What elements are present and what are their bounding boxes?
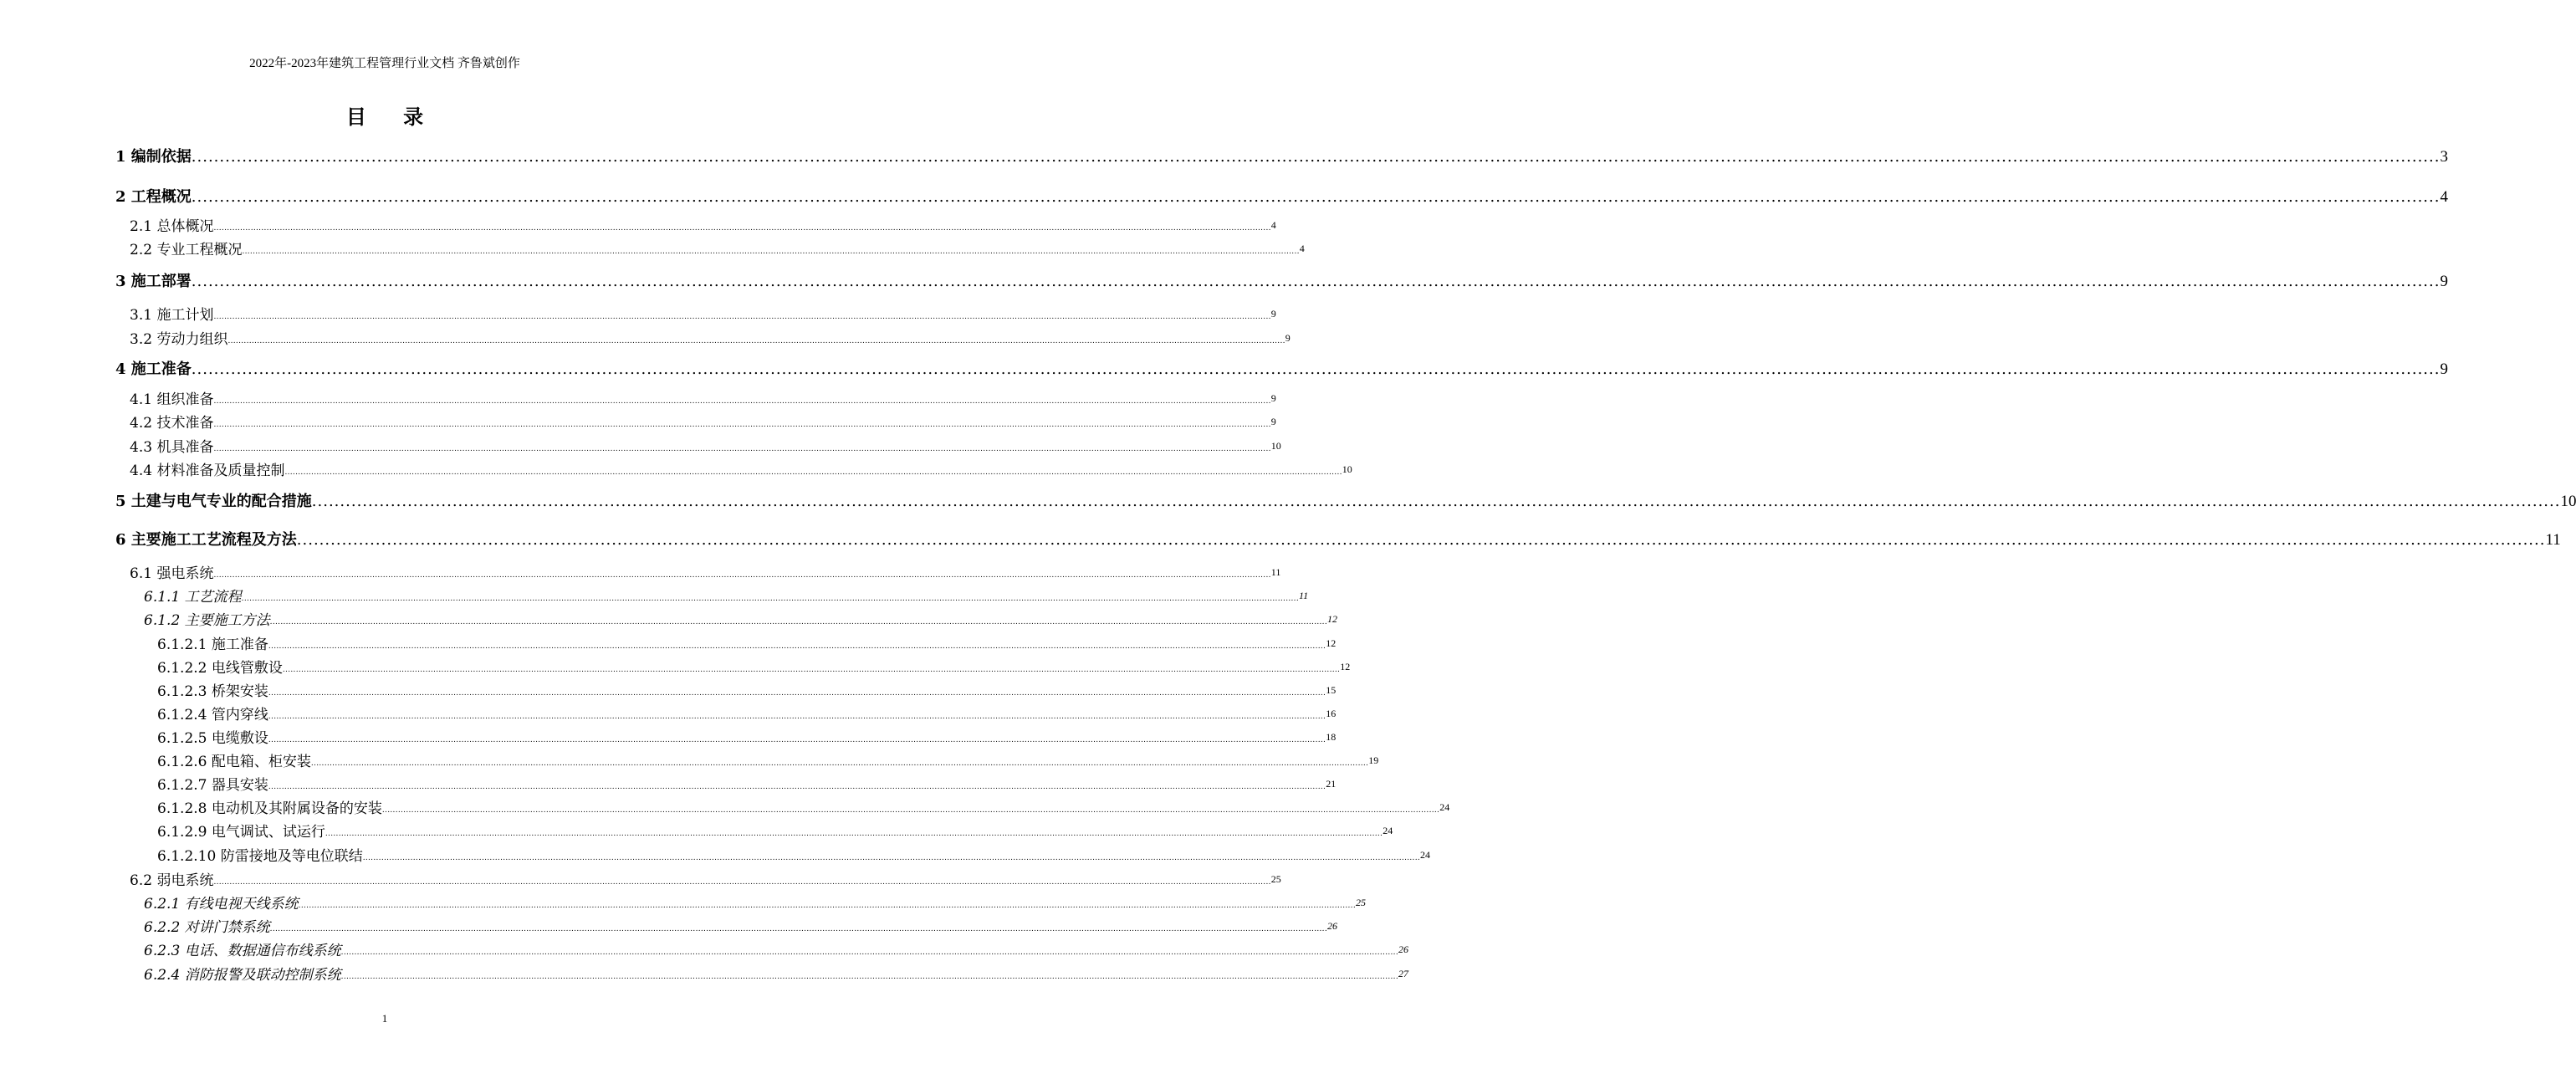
toc-entry-page: 3 [2440, 148, 2448, 166]
toc-leader-dots: ................................................................................................................................................................................................................................................................................................................................................................................................................ [213, 878, 1271, 887]
toc-entry-label: 6.1.2.6 配电箱、柜安装 [157, 754, 311, 770]
toc-entry-label: 6.1.2.9 电气调试、试运行 [157, 824, 325, 841]
toc-entry-label: 6.1.2.5 电缆敷设 [157, 730, 268, 747]
toc-entry[interactable] [144, 893, 1367, 913]
toc-entry-page: 24 [1420, 849, 1431, 861]
toc-entry[interactable] [115, 272, 2448, 292]
toc-leader-dots: ................................................................................................................................................................................................................................................................................................................................................................................................................ [191, 273, 2441, 290]
toc-entry-label: 6.1.1 工艺流程 [144, 589, 242, 606]
toc-entry-page: 9 [1285, 332, 1291, 344]
toc-entry-page: 16 [1326, 708, 1337, 719]
toc-leader-dots: ................................................................................................................................................................................................................................................................................................................................................................................................................ [269, 925, 1328, 933]
toc-entry-page: 18 [1326, 731, 1337, 743]
toc-entry[interactable] [130, 216, 1276, 236]
toc-entry[interactable] [157, 634, 1337, 654]
toc-leader-dots: ................................................................................................................................................................................................................................................................................................................................................................................................................ [268, 783, 1326, 791]
page-header: 2022年-2023年建筑工程管理行业文档 齐鲁斌创作 [249, 57, 520, 70]
toc-entry-page: 4 [1299, 243, 1305, 254]
toc-leader-dots: ................................................................................................................................................................................................................................................................................................................................................................................................................ [213, 313, 1271, 321]
toc-entry-label: 4.2 技术准备 [130, 415, 214, 432]
toc-entry[interactable] [115, 187, 2448, 207]
toc-entry-label: 6.2.2 对讲门禁系统 [144, 919, 270, 936]
toc-entry[interactable] [144, 940, 1409, 960]
toc-entry-page: 24 [1383, 825, 1393, 836]
toc-entry[interactable] [157, 657, 1351, 677]
toc-entry-label: 3 施工部署 [115, 273, 192, 290]
toc-entry-page: 9 [1270, 392, 1276, 404]
toc-entry-label: 5 土建与电气专业的配合措施 [115, 493, 312, 510]
toc-leader-dots: ................................................................................................................................................................................................................................................................................................................................................................................................................ [310, 759, 1369, 768]
toc-leader-dots: ................................................................................................................................................................................................................................................................................................................................................................................................................ [191, 188, 2441, 206]
toc-entry-page: 4 [2440, 188, 2448, 206]
toc-leader-dots: ................................................................................................................................................................................................................................................................................................................................................................................................................ [191, 360, 2441, 378]
toc-leader-dots: ................................................................................................................................................................................................................................................................................................................................................................................................................ [269, 618, 1328, 626]
toc-entry-page: 25 [1270, 873, 1281, 885]
toc-entry[interactable] [157, 821, 1393, 841]
toc-entry[interactable] [130, 304, 1276, 325]
toc-leader-dots: ................................................................................................................................................................................................................................................................................................................................................................................................................ [227, 337, 1285, 345]
toc-entry[interactable] [115, 147, 2448, 167]
toc-title: 目 录 [345, 105, 439, 129]
toc-entry-label: 4.4 材料准备及质量控制 [130, 463, 285, 479]
toc-entry-label: 3.1 施工计划 [130, 307, 214, 324]
toc-leader-dots: ................................................................................................................................................................................................................................................................................................................................................................................................................ [340, 948, 1399, 957]
toc-entry-page: 9 [1270, 416, 1276, 427]
toc-entry-label: 6.2.4 消防报警及联动控制系统 [144, 967, 341, 984]
toc-leader-dots: ................................................................................................................................................................................................................................................................................................................................................................................................................ [298, 902, 1357, 910]
toc-leader-dots: ................................................................................................................................................................................................................................................................................................................................................................................................................ [191, 148, 2441, 166]
page-number: 1 [381, 1012, 388, 1025]
toc-leader-dots: ................................................................................................................................................................................................................................................................................................................................................................................................................ [213, 421, 1271, 429]
toc-entry-label: 4.3 机具准备 [130, 439, 214, 456]
toc-leader-dots: ................................................................................................................................................................................................................................................................................................................................................................................................................ [284, 468, 1342, 477]
toc-entry[interactable] [130, 389, 1276, 409]
toc-entry-label: 6.1.2.7 器具安装 [157, 777, 268, 794]
toc-entry[interactable] [157, 775, 1337, 795]
toc-entry-page: 9 [2440, 360, 2448, 378]
toc-leader-dots: ................................................................................................................................................................................................................................................................................................................................................................................................................ [325, 830, 1383, 838]
toc-entry[interactable] [157, 704, 1337, 724]
toc-entry-label: 2.1 总体概况 [130, 218, 214, 235]
toc-entry-page: 12 [1340, 661, 1351, 672]
toc-entry[interactable] [157, 846, 1431, 866]
toc-entry[interactable] [157, 728, 1337, 748]
toc-entry-page: 12 [1327, 613, 1338, 625]
toc-entry-page: 19 [1368, 754, 1379, 766]
toc-entry-page: 24 [1439, 801, 1450, 813]
toc-entry-label: 6.2.1 有线电视天线系统 [144, 896, 299, 913]
toc-entry-page: 26 [1398, 943, 1409, 955]
toc-entry-label: 4 施工准备 [115, 360, 192, 378]
toc-leader-dots: ................................................................................................................................................................................................................................................................................................................................................................................................................ [213, 571, 1271, 580]
toc-entry[interactable] [130, 239, 1305, 259]
toc-entry-page: 21 [1326, 778, 1337, 790]
toc-entry[interactable] [144, 610, 1338, 630]
toc-entry[interactable] [144, 586, 1309, 606]
toc-entry[interactable] [130, 460, 1352, 480]
toc-entry[interactable] [130, 412, 1276, 432]
toc-entry[interactable] [130, 329, 1291, 349]
toc-entry-label: 6.1.2.4 管内穿线 [157, 707, 268, 723]
toc-entry[interactable] [144, 917, 1338, 937]
toc-entry-page: 10 [2560, 493, 2576, 510]
toc-leader-dots: ................................................................................................................................................................................................................................................................................................................................................................................................................ [268, 736, 1326, 744]
toc-leader-dots: ................................................................................................................................................................................................................................................................................................................................................................................................................ [213, 224, 1271, 233]
toc-leader-dots: ................................................................................................................................................................................................................................................................................................................................................................................................................ [381, 806, 1440, 815]
toc-leader-dots: ................................................................................................................................................................................................................................................................................................................................................................................................................ [296, 531, 2546, 549]
toc-entry-page: 9 [2440, 273, 2448, 290]
toc-leader-dots: ................................................................................................................................................................................................................................................................................................................................................................................................................ [282, 666, 1341, 674]
toc-entry[interactable] [130, 870, 1281, 890]
toc-entry[interactable] [115, 492, 2576, 512]
toc-entry-label: 1 编制依据 [115, 148, 192, 166]
toc-leader-dots: ................................................................................................................................................................................................................................................................................................................................................................................................................ [242, 248, 1300, 256]
toc-entry-label: 2.2 专业工程概况 [130, 242, 243, 258]
toc-entry-page: 11 [2545, 531, 2561, 549]
toc-entry-label: 6.1.2.10 防雷接地及等电位联结 [157, 848, 363, 865]
toc-entry-page: 15 [1326, 684, 1337, 696]
toc-entry[interactable] [130, 437, 1281, 457]
toc-leader-dots: ................................................................................................................................................................................................................................................................................................................................................................................................................ [268, 713, 1326, 721]
toc-entry[interactable] [157, 681, 1337, 701]
toc-leader-dots: ................................................................................................................................................................................................................................................................................................................................................................................................................ [268, 642, 1326, 651]
toc-leader-dots: ................................................................................................................................................................................................................................................................................................................................................................................................................ [213, 445, 1271, 453]
toc-entry-page: 27 [1398, 968, 1409, 979]
toc-entry-label: 6.1 强电系统 [130, 565, 214, 582]
toc-entry-label: 6.1.2.2 电线管敷设 [157, 660, 283, 677]
toc-entry[interactable] [115, 530, 2561, 550]
toc-entry-page: 10 [1270, 440, 1281, 452]
toc-entry-label: 4.1 组织准备 [130, 391, 214, 408]
toc-entry-page: 26 [1327, 920, 1338, 932]
toc-leader-dots: ................................................................................................................................................................................................................................................................................................................................................................................................................ [340, 973, 1399, 981]
toc-leader-dots: ................................................................................................................................................................................................................................................................................................................................................................................................................ [213, 397, 1271, 406]
toc-entry-label: 3.2 劳动力组织 [130, 331, 228, 348]
toc-entry-label: 2 工程概况 [115, 188, 192, 206]
toc-entry[interactable] [144, 964, 1409, 984]
toc-entry-label: 6 主要施工工艺流程及方法 [115, 531, 297, 549]
toc-entry-label: 6.1.2 主要施工方法 [144, 612, 270, 629]
toc-entry[interactable] [157, 751, 1379, 771]
toc-entry-label: 6.1.2.8 电动机及其附属设备的安装 [157, 800, 382, 817]
toc-entry[interactable] [130, 563, 1281, 583]
toc-leader-dots: ................................................................................................................................................................................................................................................................................................................................................................................................................ [241, 595, 1300, 603]
toc-entry-page: 25 [1356, 897, 1367, 908]
toc-leader-dots: ................................................................................................................................................................................................................................................................................................................................................................................................................ [362, 854, 1421, 862]
toc-leader-dots: ................................................................................................................................................................................................................................................................................................................................................................................................................ [268, 689, 1326, 698]
toc-entry-page: 11 [1299, 590, 1309, 601]
toc-entry-page: 9 [1270, 308, 1276, 320]
toc-entry-page: 11 [1270, 566, 1281, 578]
toc-entry-page: 12 [1326, 637, 1337, 649]
toc-entry-label: 6.1.2.1 施工准备 [157, 637, 268, 653]
toc-entry-label: 6.2 弱电系统 [130, 872, 214, 889]
toc-entry-page: 4 [1270, 219, 1276, 231]
toc-entry-label: 6.1.2.3 桥架安装 [157, 683, 268, 700]
toc-entry[interactable] [115, 360, 2448, 380]
toc-leader-dots: ................................................................................................................................................................................................................................................................................................................................................................................................................ [311, 493, 2561, 510]
toc-entry[interactable] [157, 798, 1450, 818]
toc-entry-page: 10 [1342, 463, 1352, 475]
toc-entry-label: 6.2.3 电话、数据通信布线系统 [144, 943, 341, 959]
